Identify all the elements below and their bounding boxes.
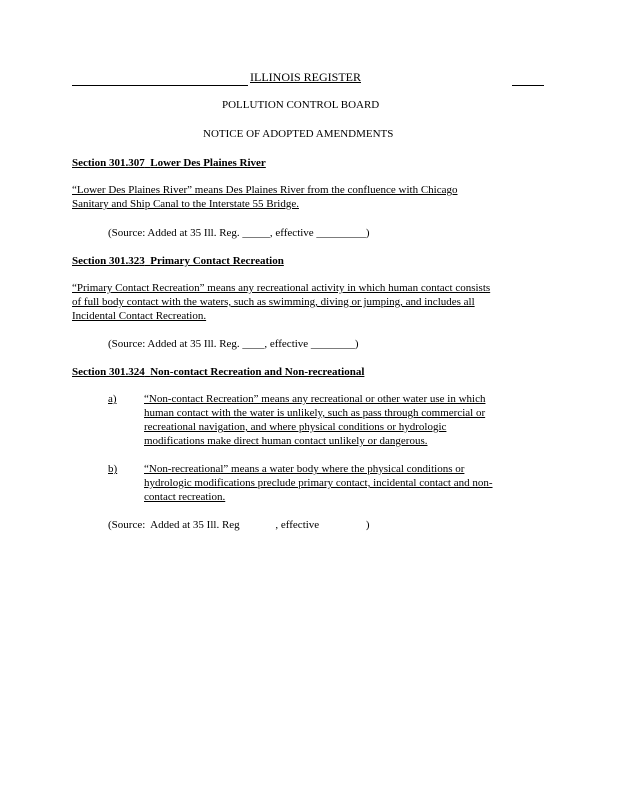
item-line: hydrologic modifications preclude primary contact, incidental contact and non- xyxy=(144,477,493,489)
board-title: POLLUTION CONTROL BOARD xyxy=(222,99,380,111)
item-line: “Non-recreational” means a water body where the physical conditions or xyxy=(144,463,465,475)
section-body-line: of full body contact with the waters, such as swimming, diving or jumping, and includes all xyxy=(72,296,475,308)
item-label: a) xyxy=(108,393,117,405)
register-title: ILLINOIS REGISTER xyxy=(250,70,361,84)
notice-title: NOTICE OF ADOPTED AMENDMENTS xyxy=(203,128,394,140)
section-number: Section 301.323 xyxy=(72,255,145,267)
section-number: Section 301.307 xyxy=(72,157,145,169)
item-line: human contact with the water is unlikely, such as pass through commercial or xyxy=(144,407,486,419)
header-rule-right xyxy=(512,85,544,86)
section-source: (Source: Added at 35 Ill. Reg , effective ) xyxy=(108,519,370,531)
header-rule-left xyxy=(72,85,248,86)
item-line: recreational navigation, and where physical conditions or hydrologic xyxy=(144,421,447,433)
section-title: Primary Contact Recreation xyxy=(150,255,284,267)
section-heading xyxy=(72,366,364,378)
item-label: b) xyxy=(108,463,118,475)
section-source: (Source: Added at 35 Ill. Reg. ____, effective ________) xyxy=(108,338,359,350)
section-title: Lower Des Plaines River xyxy=(150,157,266,169)
section-body-line: “Lower Des Plaines River” means Des Plaines River from the confluence with Chicago xyxy=(72,184,458,196)
item-line: contact recreation. xyxy=(144,491,226,503)
section-body-line: Sanitary and Ship Canal to the Interstate 55 Bridge. xyxy=(72,198,299,210)
section-title: Non-contact Recreation and Non-recreational xyxy=(150,366,365,378)
section-heading xyxy=(72,157,266,169)
section-source: (Source: Added at 35 Ill. Reg. _____, effective _________) xyxy=(108,227,370,239)
item-line: “Non-contact Recreation” means any recreational or other water use in which xyxy=(144,393,486,405)
item-line: modifications make direct human contact unlikely or dangerous. xyxy=(144,435,428,447)
section-body-line: Incidental Contact Recreation. xyxy=(72,310,207,322)
section-body-line: “Primary Contact Recreation” means any recreational activity in which human contact consists xyxy=(72,282,491,294)
section-heading xyxy=(72,255,284,267)
section-number: Section 301.324 xyxy=(72,366,145,378)
